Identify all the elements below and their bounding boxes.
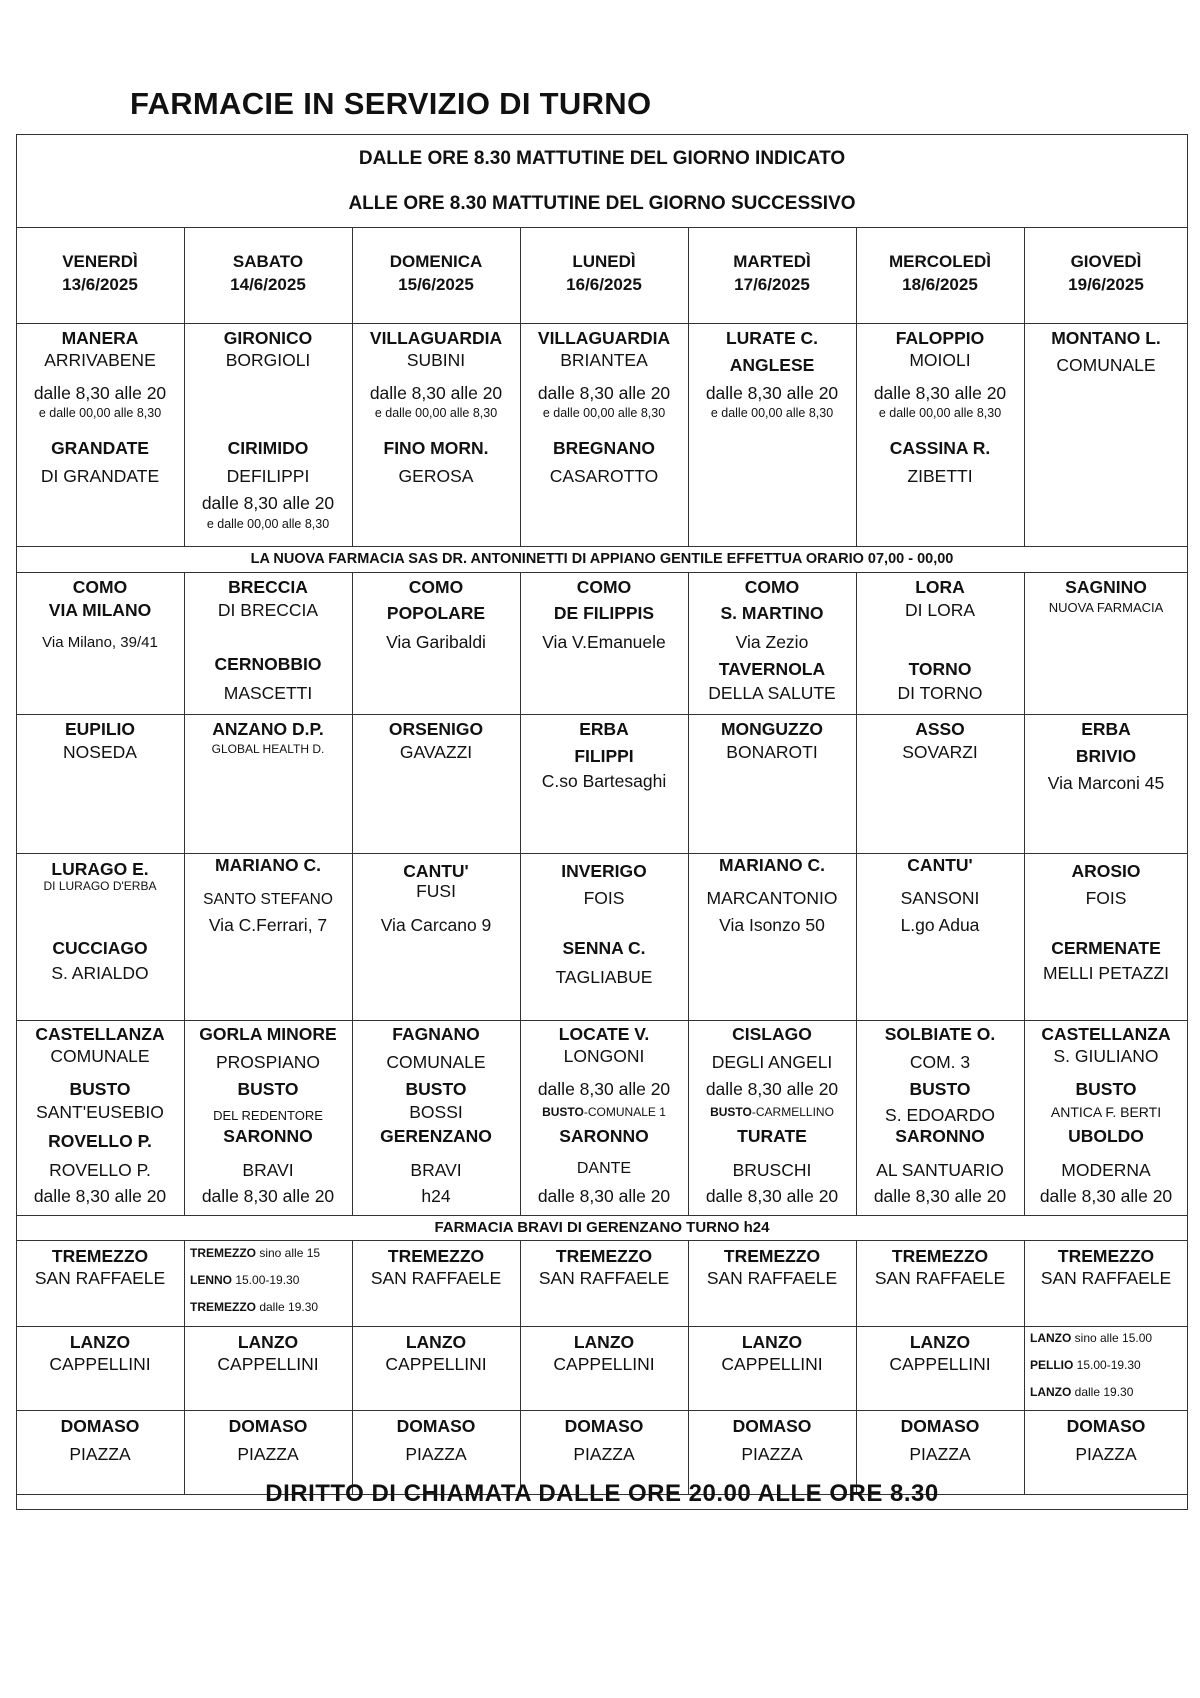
day-header: GIOVEDÌ 19/6/2025 [1068,252,1144,294]
pharmacy-cell: SOLBIATE O. COM. 3 BUSTO S. EDOARDO SARONNO AL SANTUARIO dalle 8,30 alle 20 [873,1024,1007,1206]
pharmacy-cell: INVERIGO FOIS SENNA C. TAGLIABUE [555,861,653,987]
footer-note: DIRITTO DI CHIAMATA DALLE ORE 20.00 ALLE ORE 8.30 [265,1480,939,1507]
note-appiano: LA NUOVA FARMACIA SAS DR. ANTONINETTI DI APPIANO GENTILE EFFETTUA ORARIO 07,00 - 00,00 [250,551,954,567]
pharmacy-cell: MARIANO C. MARCANTONIO Via Isonzo 50 [706,855,838,935]
pharmacy-cell: AROSIO FOIS CERMENATE MELLI PETAZZI [1042,861,1170,983]
pharmacy-cell: DOMASO PIAZZA [60,1416,140,1464]
pharmacy-cell: ERBA FILIPPI C.so Bartesaghi [541,719,667,791]
pharmacy-cell: COMO POPOLARE Via Garibaldi [386,577,486,652]
pharmacy-cell: CASTELLANZA S. GIULIANO BUSTO ANTICA F. BERTI UBOLDO MODERNA dalle 8,30 alle 20 [1039,1024,1173,1206]
page-title: FARMACIE IN SERVIZIO DI TURNO [130,86,652,121]
pharmacy-cell: BRECCIA DI BRECCIA CERNOBBIO MASCETTI [214,577,322,703]
pharmacy-cell: VILLAGUARDIA BRIANTEA dalle 8,30 alle 20 e dalle 00,00 alle 8,30 BREGNANO CASAROTTO [537,328,671,486]
pharmacy-cell-split: LANZO sino alle 15.00 PELLIO 15.00-19.30 LANZO dalle 19.30 [1030,1331,1153,1399]
pharmacy-cell: LANZO CAPPELLINI [553,1332,655,1374]
pharmacy-cell: MARIANO C. SANTO STEFANO Via C.Ferrari, 7 [203,855,333,935]
pharmacy-cell: TREMEZZO SAN RAFFAELE [706,1246,838,1288]
section-lanzo [16,1326,1188,1410]
row-divider [16,227,1188,228]
pharmacy-cell: ERBA BRIVIO Via Marconi 45 [1047,719,1165,793]
pharmacy-cell: CASTELLANZA COMUNALE BUSTO SANT'EUSEBIO ROVELLO P. ROVELLO P. dalle 8,30 alle 20 [33,1024,167,1206]
pharmacy-cell: LURATE C. ANGLESE dalle 8,30 alle 20 e dalle 00,00 alle 8,30 [705,328,839,420]
row-divider [16,546,1188,547]
day-header: DOMENICA 15/6/2025 [389,252,483,294]
row-divider [16,1215,1188,1216]
pharmacy-cell: TREMEZZO SAN RAFFAELE [874,1246,1006,1288]
pharmacy-cell: LANZO CAPPELLINI [49,1332,151,1374]
days-row [16,250,1188,296]
pharmacy-cell: VILLAGUARDIA SUBINI dalle 8,30 alle 20 e dalle 00,00 alle 8,30 FINO MORN. GEROSA [369,328,503,486]
note-gerenzano: FARMACIA BRAVI DI GERENZANO TURNO h24 [434,1219,770,1236]
pharmacy-cell: COMO DE FILIPPIS Via V.Emanuele [542,577,666,652]
pharmacy-cell: CISLAGO DEGLI ANGELI dalle 8,30 alle 20 BUSTO-CARMELLINO TURATE BRUSCHI dalle 8,30 alle 20 [705,1024,839,1206]
day-header: LUNEDÌ 16/6/2025 [566,252,642,294]
section-4 [16,853,1188,1020]
pharmacy-cell: MONGUZZO BONAROTI [720,719,824,762]
section-2 [16,572,1188,714]
pharmacy-cell: CANTU' FUSI Via Carcano 9 [380,861,492,935]
pharmacy-cell: COMO S. MARTINO Via Zezio TAVERNOLA DELLA SALUTE [708,577,836,703]
pharmacy-cell: SAGNINO NUOVA FARMACIA [1048,577,1164,615]
pharmacy-cell: ORSENIGO GAVAZZI [388,719,484,762]
pharmacy-cell: ASSO SOVARZI [902,719,978,762]
pharmacy-cell: DOMASO PIAZZA [900,1416,980,1464]
pharmacy-cell: DOMASO PIAZZA [1066,1416,1146,1464]
day-header: MERCOLEDÌ 18/6/2025 [889,252,991,294]
pharmacy-cell: LOCATE V. LONGONI dalle 8,30 alle 20 BUSTO-COMUNALE 1 SARONNO DANTE dalle 8,30 alle 20 [537,1024,671,1206]
header-line-2: ALLE ORE 8.30 MATTUTINE DEL GIORNO SUCCESSIVO [348,193,856,214]
pharmacy-cell: CANTU' SANSONI L.go Adua [900,855,980,935]
pharmacy-cell: MANERA ARRIVABENE dalle 8,30 alle 20 e dalle 00,00 alle 8,30 GRANDATE DI GRANDATE [33,328,167,486]
pharmacy-cell: TREMEZZO SAN RAFFAELE [1040,1246,1172,1288]
pharmacy-cell: DOMASO PIAZZA [228,1416,308,1464]
pharmacy-cell: DOMASO PIAZZA [732,1416,812,1464]
day-header: MARTEDÌ 17/6/2025 [733,252,811,294]
header-line-1: DALLE ORE 8.30 MATTUTINE DEL GIORNO INDICATO [358,148,846,169]
section-1 [16,323,1188,546]
pharmacy-cell: TREMEZZO SAN RAFFAELE [538,1246,670,1288]
pharmacy-cell: TREMEZZO SAN RAFFAELE [370,1246,502,1288]
section-tremezzo [16,1240,1188,1326]
day-header: SABATO 14/6/2025 [230,252,306,294]
pharmacy-cell: TREMEZZO SAN RAFFAELE [34,1246,166,1288]
pharmacy-cell: LANZO CAPPELLINI [889,1332,991,1374]
pharmacy-cell: LURAGO E. DI LURAGO D'ERBA CUCCIAGO S. ARIALDO [43,859,157,983]
pharmacy-cell: GORLA MINORE PROSPIANO BUSTO DEL REDENTORE SARONNO BRAVI dalle 8,30 alle 20 [199,1024,337,1206]
pharmacy-cell: MONTANO L. COMUNALE [1051,328,1161,375]
pharmacy-cell-split: TREMEZZO sino alle 15 LENNO 15.00-19.30 TREMEZZO dalle 19.30 [190,1246,321,1314]
pharmacy-cell: FAGNANO COMUNALE BUSTO BOSSI GERENZANO BRAVI h24 [380,1024,492,1206]
pharmacy-cell: LANZO CAPPELLINI [385,1332,487,1374]
pharmacy-cell: LANZO CAPPELLINI [217,1332,319,1374]
pharmacy-cell: ANZANO D.P. GLOBAL HEALTH D. [211,719,325,756]
pharmacy-cell: COMO VIA MILANO Via Milano, 39/41 [42,577,158,651]
pharmacy-cell: LANZO CAPPELLINI [721,1332,823,1374]
section-5 [16,1020,1188,1215]
pharmacy-cell: DOMASO PIAZZA [396,1416,476,1464]
pharmacy-cell: EUPILIO NOSEDA [63,719,137,762]
pharmacy-cell: LORA DI LORA TORNO DI TORNO [897,577,983,703]
pharmacy-cell: DOMASO PIAZZA [564,1416,644,1464]
pharmacy-cell: FALOPPIO MOIOLI dalle 8,30 alle 20 e dalle 00,00 alle 8,30 CASSINA R. ZIBETTI [873,328,1007,486]
pharmacy-cell: GIRONICO BORGIOLI CIRIMIDO DEFILIPPI dalle 8,30 alle 20 e dalle 00,00 alle 8,30 [201,328,335,531]
section-3 [16,714,1188,853]
day-header: VENERDÌ 13/6/2025 [62,252,138,294]
